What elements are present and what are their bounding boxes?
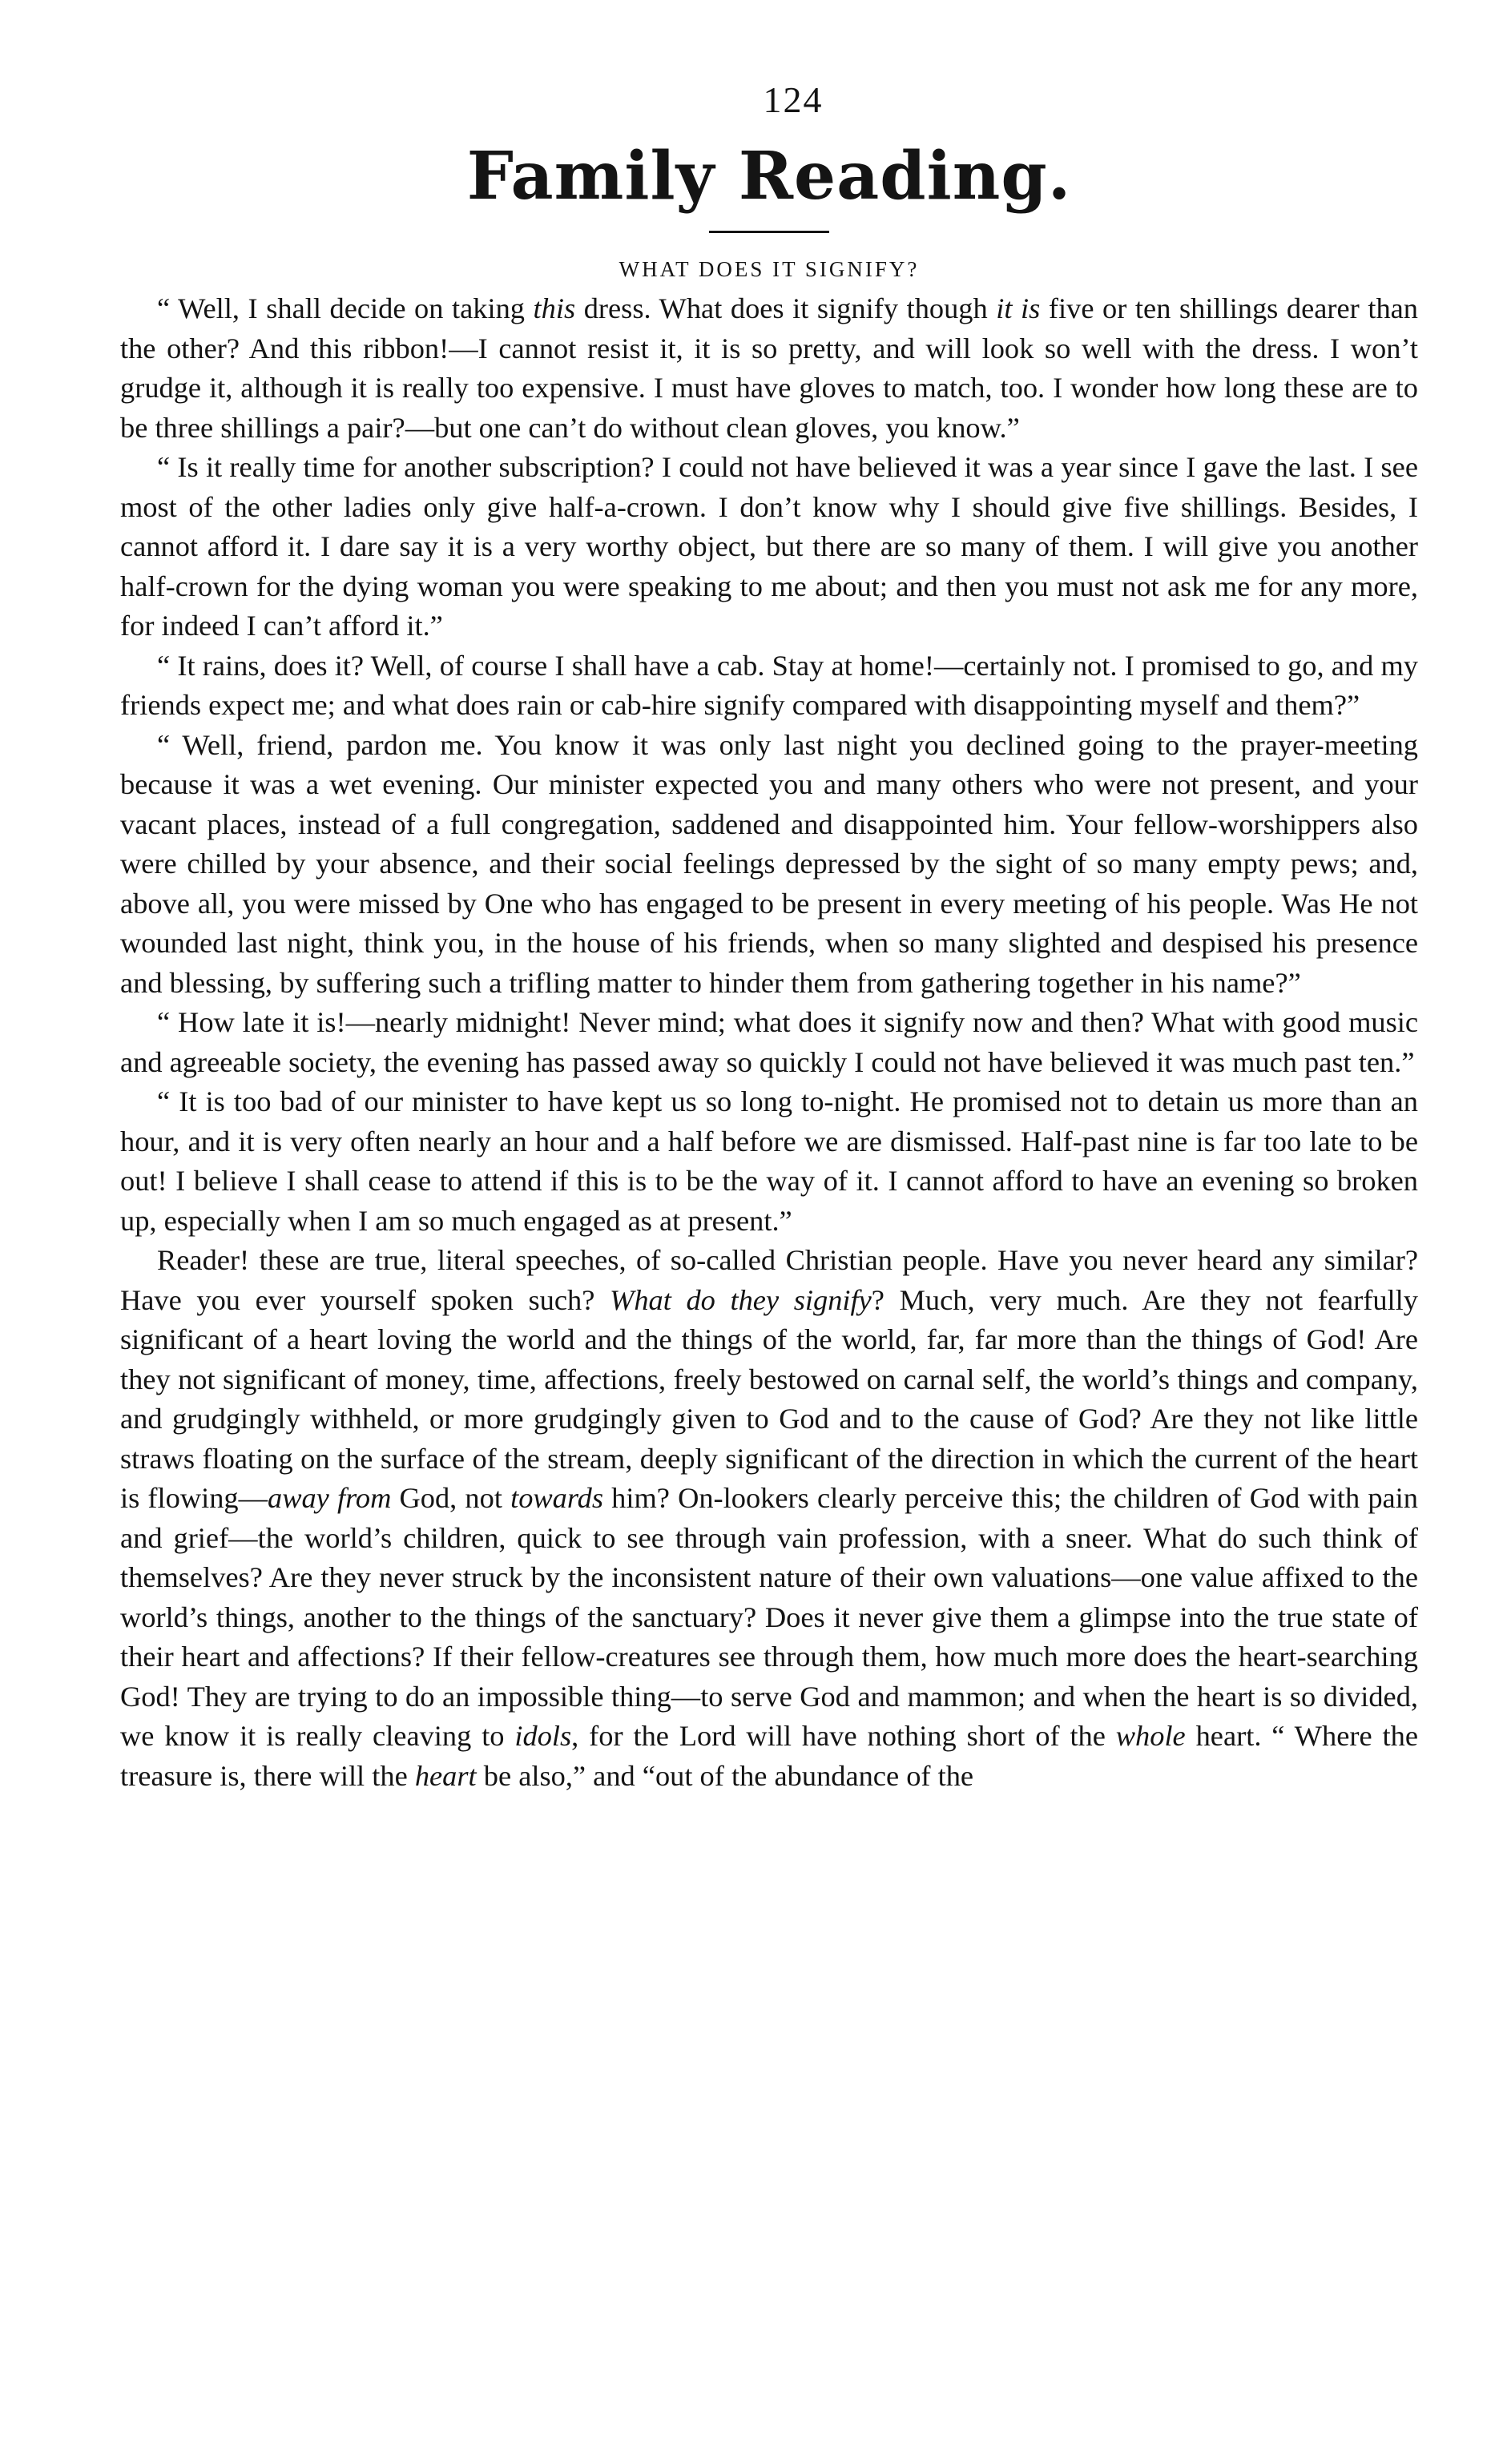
text-run: “ Well, friend, pardon me. You know it was only last night you declined going to the prayer-meeting because it was a wet evening. Our minister expected you and many others who were not present, and your vacant places, instead of a full congregation, saddened and disappointed him. Your fellow-worshippers also were chilled by your absence, and their social feelings depressed by the sight of so many empty pews; and, above all, you were missed by One who has engaged to be present in every meeting of his people. Was He not wounded last night, think you, in the house of his friends, when so many slighted and despised his presence and blessing, by suffering such a trifling matter to hinder them from gathering together in his name?” <box>120 728 1418 999</box>
paragraph <box>120 448 1418 646</box>
italic-text: heart <box>414 1759 477 1792</box>
text-run: him? On-lookers clearly perceive this; the children of God with pain and grief—the world’s children, quick to see through vain profession, with a sneer. What do such think of themselves? Are they never struck by the inconsistent nature of their own valuations—one value affixed to the world’s things, another to the things of the sanctuary? Does it never give them a glimpse into the true state of their heart and affections? If their fellow-creatures see through them, how much more does the heart-searching God! They are trying to do an impossible thing—to serve God and mammon; and when the heart is so divided, we know it is really cleaving to <box>120 1482 1418 1752</box>
italic-text: this <box>533 292 576 324</box>
article-body <box>120 289 1418 1796</box>
text-run: “ It rains, does it? Well, of course I shall have a cab. Stay at home!—certainly not. I promised to go, and my friends expect me; and what does rain or cab-hire signify compared with disappointing myself and them?” <box>120 649 1418 721</box>
text-run: five or ten shillings dearer than the other? And this ribbon!—I cannot resist it, it is so pretty, and will look so well with the dress. I won’t grudge it, although it is really too expensive. I must have gloves to match, too. I wonder how long these are to be three shillings a pair?—but one can’t do without clean gloves, you know.” <box>120 292 1418 444</box>
text-run: “ It is too bad of our minister to have kept us so long to-night. He promised not to detain us more than an hour, and it is very often nearly an hour and a half before we are dismissed. Half-past nine is far too late to be out! I believe I shall cease to attend if this is to be the way of it. I cannot afford to have an evening so broken up, especially when I am so much engaged as at present.” <box>120 1085 1418 1237</box>
paragraph <box>120 1003 1418 1082</box>
title-rule <box>709 231 829 233</box>
article-title: WHAT DOES IT SIGNIFY? <box>619 257 920 281</box>
paragraph <box>120 1082 1418 1241</box>
text-run: Reader! these are true, literal speeches, of so-called Christian people. Have you never heard any similar? Have you ever yourself spoken such? <box>120 1244 1418 1316</box>
text-run: God, not <box>391 1482 511 1514</box>
text-run: “ How late it is!—nearly midnight! Never mind; what does it signify now and then? What with good music and agreeable society, the evening has passed away so quickly I could not have believed it was much past ten.” <box>120 1006 1418 1078</box>
italic-text: idols <box>514 1720 572 1752</box>
italic-text: whole <box>1115 1720 1186 1752</box>
text-run: dress. What does it signify though <box>575 292 997 324</box>
section-title: Family Reading. <box>466 138 1072 215</box>
text-run: be also,” and “out of the abundance of the <box>476 1759 974 1792</box>
paragraph <box>120 1241 1418 1796</box>
text-run: “ Well, I shall decide on taking <box>157 292 534 324</box>
italic-text: What do they signify <box>610 1283 872 1316</box>
text-run: heart. “ Where the treasure is, there will the <box>120 1720 1418 1792</box>
italic-text: it is <box>996 292 1041 324</box>
paragraph <box>120 289 1418 448</box>
paragraph <box>120 646 1418 726</box>
paragraph <box>120 726 1418 1004</box>
page-number: 124 <box>763 79 824 120</box>
italic-text: away from <box>268 1482 392 1514</box>
italic-text: towards <box>510 1482 604 1514</box>
text-run: “ Is it really time for another subscription? I could not have believed it was a year since I gave the last. I see most of the other ladies only give half-a-crown. I don’t know why I should give five shillings. Besides, I cannot afford it. I dare say it is a very worthy object, but there are so many of them. I will give you another half-crown for the dying woman you were speaking to me about; and then you must not ask me for any more, for indeed I can’t afford it.” <box>120 451 1418 642</box>
text-run: , for the Lord will have nothing short of the <box>571 1720 1116 1752</box>
text-run: ? Much, very much. Are they not fearfully significant of a heart loving the world and the things of the world, far, far more than the things of God! Are they not significant of money, time, affections, freely bestowed on carnal self, the world’s things and company, and grudgingly withheld, or more grudgingly given to God and to the cause of God? Are they not like little straws floating on the surface of the stream, deeply significant of the direction in which the current of the heart is flowing— <box>120 1283 1418 1514</box>
page <box>120 80 1418 1796</box>
